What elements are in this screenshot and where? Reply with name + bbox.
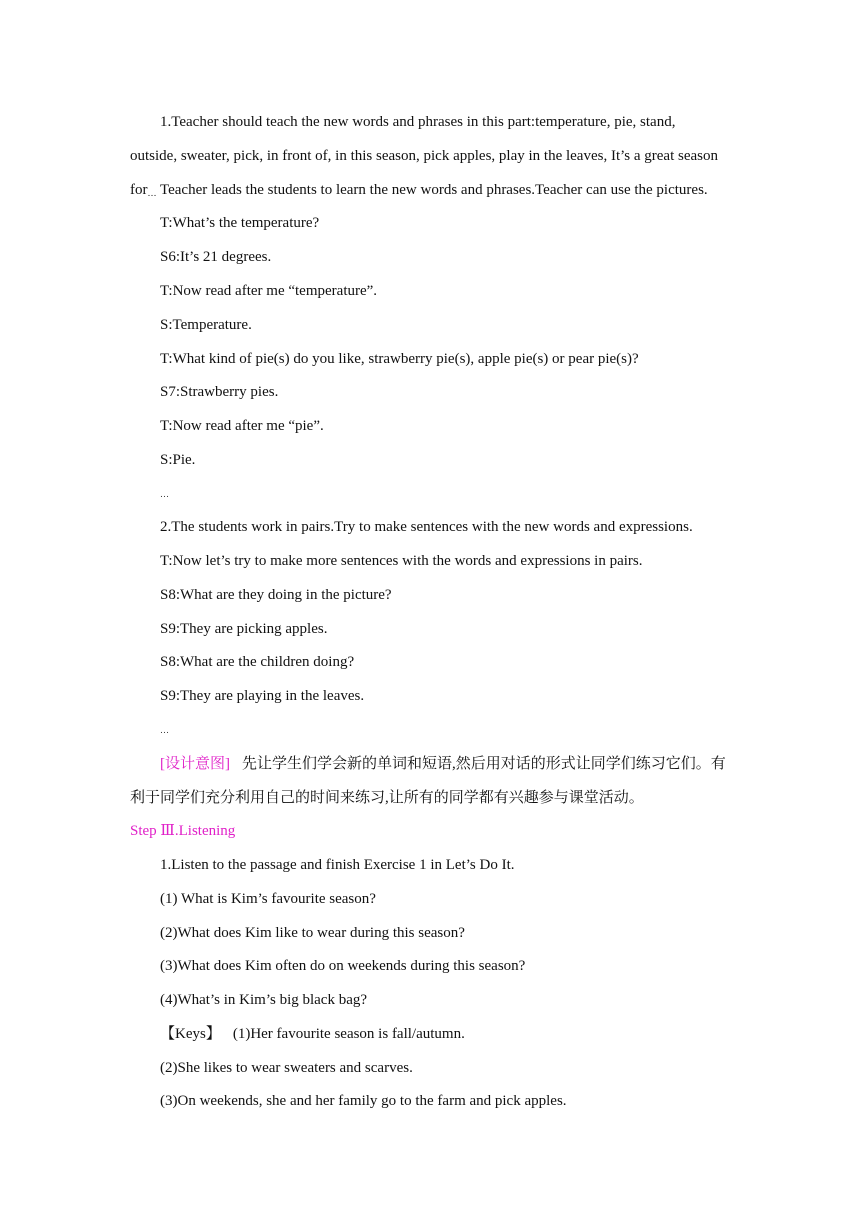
- dialogue-line: S8:What are they doing in the picture?: [160, 587, 392, 603]
- keys-line: [160, 1024, 760, 1044]
- dialogue-line: T:What kind of pie(s) do you like, strawberry pie(s), apple pie(s) or pear pie(s)?: [160, 351, 639, 367]
- dialogue-line: S8:What are the children doing?: [160, 654, 355, 670]
- dialogue-line: T:Now read after me “temperature”.: [160, 283, 378, 299]
- answer-line: (2)She likes to wear sweaters and scarves.: [160, 1060, 413, 1076]
- design-intent-line: [160, 754, 760, 774]
- dialogue-line: S6:It’s 21 degrees.: [160, 249, 272, 265]
- design-intent-line: 利于同学们充分利用自己的时间来练习,让所有的同学都有兴趣参与课堂活动。: [130, 790, 644, 806]
- dialogue-line: T:Now let’s try to make more sentences with the words and expressions in pairs.: [160, 553, 643, 569]
- keys-label: 【Keys】: [160, 1026, 221, 1042]
- dialogue-line: T:What’s the temperature?: [160, 215, 320, 231]
- design-intent-text: 先让学生们学会新的单词和短语,然后用对话的形式让同学们练习它们。有: [242, 756, 726, 772]
- text-span: for: [130, 182, 148, 198]
- question-line: (3)What does Kim often do on weekends during this season?: [160, 958, 526, 974]
- paragraph-line: [130, 180, 730, 200]
- dialogue-line: S:Pie.: [160, 452, 196, 468]
- paragraph-line: 1.Teacher should teach the new words and phrases in this part:temperature, pie, stand,: [160, 114, 676, 130]
- text-span: Teacher leads the students to learn the new words and phrases.Teacher can use the pictures.: [156, 182, 708, 198]
- design-intent-tag: [设计意图]: [160, 756, 230, 772]
- answer-line: (3)On weekends, she and her family go to the farm and pick apples.: [160, 1093, 567, 1109]
- paragraph-line: 2.The students work in pairs.Try to make sentences with the new words and expressions.: [160, 519, 693, 535]
- paragraph-line: outside, sweater, pick, in front of, in this season, pick apples, play in the leaves, It’s a great season: [130, 148, 718, 164]
- dialogue-line: T:Now read after me “pie”.: [160, 418, 324, 434]
- section-heading: Step Ⅲ.Listening: [130, 823, 236, 839]
- ellipsis: …: [147, 188, 157, 198]
- question-line: (4)What’s in Kim’s big black bag?: [160, 992, 368, 1008]
- ellipsis-line: …: [160, 489, 170, 499]
- question-line: (1) What is Kim’s favourite season?: [160, 891, 376, 907]
- dialogue-line: S7:Strawberry pies.: [160, 384, 279, 400]
- answer-text: (1)Her favourite season is fall/autumn.: [232, 1026, 465, 1042]
- dialogue-line: S9:They are picking apples.: [160, 621, 328, 637]
- ellipsis-line: …: [160, 725, 170, 735]
- dialogue-line: S9:They are playing in the leaves.: [160, 688, 365, 704]
- paragraph-line: 1.Listen to the passage and finish Exercise 1 in Let’s Do It.: [160, 857, 515, 873]
- dialogue-line: S:Temperature.: [160, 317, 252, 333]
- question-line: (2)What does Kim like to wear during this season?: [160, 925, 465, 941]
